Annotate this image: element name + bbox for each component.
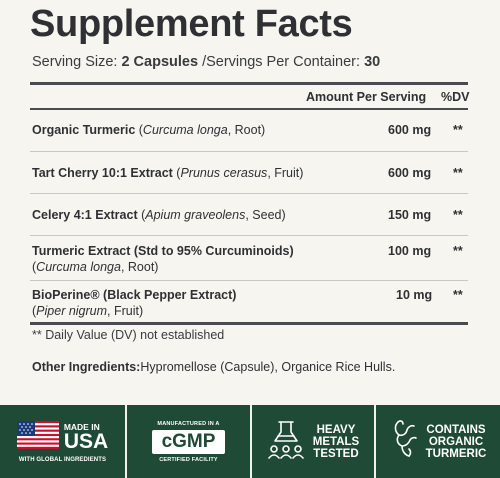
latin-name: Curcuma longa	[36, 260, 121, 274]
divider	[30, 322, 468, 325]
ingredient-amount: 150 mg	[388, 208, 432, 222]
ingredient-part: , Root)	[227, 123, 266, 137]
ingredient-amount: 600 mg	[388, 123, 432, 137]
ingredient-part: , Fruit)	[267, 166, 304, 180]
ingredient-name: Tart Cherry 10:1 Extract	[32, 166, 173, 180]
ingredient-name: BioPerine® (Black Pepper Extract)	[32, 288, 237, 302]
heavy-metals-line1: HEAVY	[316, 423, 356, 436]
ingredient-dv: **	[453, 123, 463, 137]
table-row	[32, 243, 468, 275]
heavy-metals-label	[313, 424, 359, 460]
ingredient-amount: 100 mg	[388, 244, 432, 258]
ingredient-part: , Seed)	[245, 208, 286, 222]
made-in-label: MADE IN	[63, 421, 100, 432]
servings-per-value: 30	[364, 54, 381, 70]
organic-line1: CONTAINS	[426, 423, 486, 436]
other-ingredients-value: Hypromellose (Capsule), Organice Rice Hulls.	[140, 360, 396, 374]
ingredient-name: Celery 4:1 Extract	[32, 208, 138, 222]
organic-turmeric-badge	[376, 405, 500, 478]
divider	[30, 280, 468, 281]
cgmp-top-label: MANUFACTURED IN A	[157, 420, 220, 427]
page-title: Supplement Facts	[30, 3, 353, 45]
global-ingredients-label: WITH GLOBAL INGREDIENTS	[18, 456, 107, 463]
usa-label: USA	[63, 429, 109, 453]
ingredient-amount: 10 mg	[396, 288, 433, 302]
ingredient-part: , Fruit)	[107, 304, 144, 318]
organic-line2: ORGANIC	[428, 435, 484, 448]
table-row	[32, 122, 468, 138]
daily-value-footnote: ** Daily Value (DV) not established	[32, 328, 225, 342]
divider	[30, 235, 468, 236]
turmeric-root-icon	[390, 418, 420, 465]
ingredient-name: Organic Turmeric	[32, 123, 136, 137]
serving-info	[32, 54, 380, 70]
divider	[30, 151, 468, 152]
other-ingredients-label: Other Ingredients:	[32, 360, 141, 374]
ingredient-detail: (	[32, 260, 37, 274]
made-in-usa-badge	[0, 405, 125, 478]
cgmp-label: cGMP	[152, 430, 226, 454]
ingredient-dv: **	[453, 208, 463, 222]
organic-turmeric-label	[426, 424, 487, 460]
latin-name: Apium graveolens	[145, 208, 246, 222]
latin-name: Prunus cerasus	[180, 166, 268, 180]
ingredient-detail: (	[135, 123, 143, 137]
divider	[30, 193, 468, 194]
ingredient-name: Turmeric Extract (Std to 95% Curcuminoids)	[32, 244, 294, 258]
latin-name: Piper nigrum	[36, 304, 108, 318]
ingredient-dv: **	[453, 244, 463, 258]
lab-test-icon	[267, 419, 305, 464]
latin-name: Curcuma longa	[142, 123, 228, 137]
ingredient-dv: **	[453, 166, 463, 180]
ingredient-detail: (	[137, 208, 146, 222]
divider	[30, 108, 468, 110]
cgmp-badge	[127, 405, 250, 478]
ingredient-dv: **	[453, 288, 463, 302]
heavy-metals-line2: METALS	[312, 435, 360, 448]
table-row	[32, 207, 468, 223]
heavy-metals-line3: TESTED	[313, 447, 359, 460]
cgmp-bottom-label: CERTIFIED FACILITY	[159, 456, 218, 463]
servings-per-label: /Servings Per Container:	[202, 54, 361, 70]
header-dv: %DV	[441, 90, 470, 104]
table-row	[32, 287, 468, 319]
header-amount: Amount Per Serving	[306, 90, 427, 104]
organic-line3: TURMERIC	[425, 447, 487, 460]
heavy-metals-badge	[252, 405, 374, 478]
us-flag-icon	[17, 421, 59, 454]
divider	[30, 82, 468, 85]
ingredient-detail: (	[172, 166, 181, 180]
ingredient-detail: (	[32, 304, 37, 318]
ingredient-amount: 600 mg	[388, 166, 432, 180]
ingredient-part: , Root)	[120, 260, 159, 274]
serving-size-label: Serving Size:	[32, 54, 118, 70]
table-row	[32, 165, 468, 181]
other-ingredients	[32, 360, 395, 374]
serving-size-value: 2 Capsules	[121, 54, 199, 70]
